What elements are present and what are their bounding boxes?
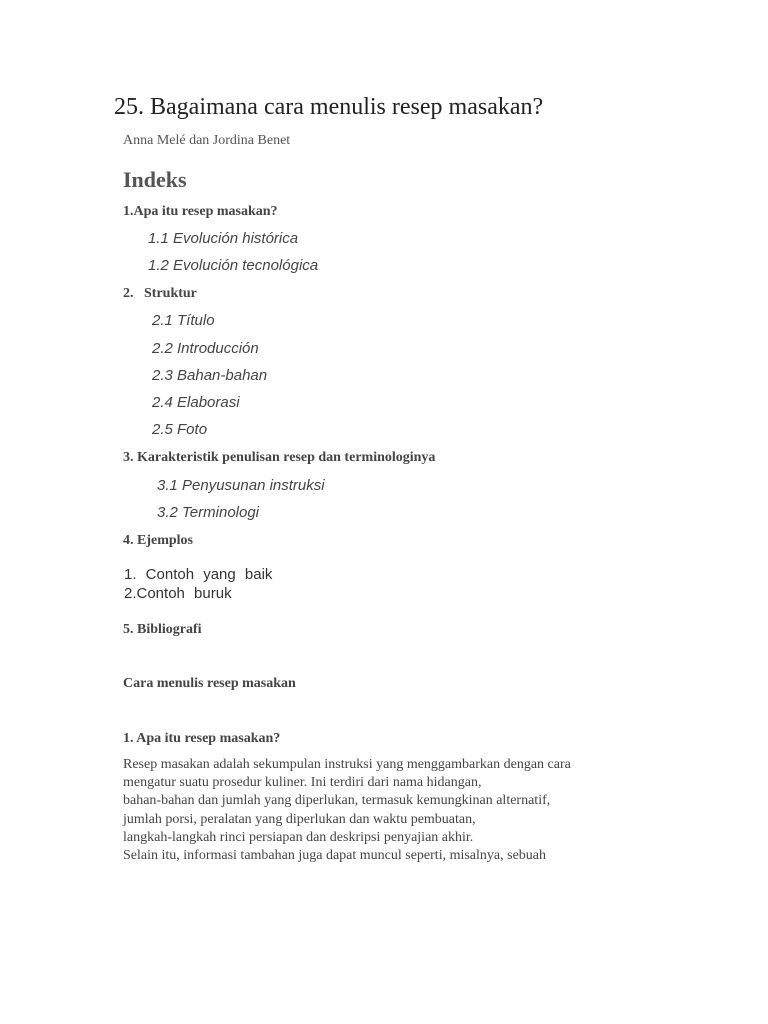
paragraph-line: Resep masakan adalah sekumpulan instruksi yang menggambarkan dengan cara xyxy=(123,757,571,772)
paragraph-line: bahan-bahan dan jumlah yang diperlukan, termasuk kemungkinan alternatif, xyxy=(123,793,551,809)
toc-section-2: 2. Struktur xyxy=(123,286,197,301)
toc-item-2-1: 2.1 Título xyxy=(152,312,215,329)
toc-section-4: 4. Ejemplos xyxy=(123,533,193,548)
toc-item-4-2: 2.Contoh buruk xyxy=(124,585,232,602)
paragraph-line: Selain itu, informasi tambahan juga dapat muncul seperti, misalnya, sebuah xyxy=(123,848,547,864)
toc-item-2-5: 2.5 Foto xyxy=(152,421,208,438)
toc-item-2-3: 2.3 Bahan-bahan xyxy=(152,367,268,384)
toc-section-5: 5. Bibliografi xyxy=(123,622,202,637)
paragraph-line: mengatur suatu prosedur kuliner. Ini terdiri dari nama hidangan, xyxy=(123,775,482,791)
section-1-heading: 1. Apa itu resep masakan? xyxy=(123,731,281,746)
toc-item-3-2: 3.2 Terminologi xyxy=(157,504,260,521)
toc-item-3-1: 3.1 Penyusunan instruksi xyxy=(157,477,325,494)
body-title: Cara menulis resep masakan xyxy=(123,676,296,691)
document-title: 25. Bagaimana cara menulis resep masakan? xyxy=(114,94,544,120)
toc-section-3: 3. Karakteristik penulisan resep dan terminologinya xyxy=(123,450,436,465)
section-1-paragraph xyxy=(123,756,571,865)
toc-item-2-2: 2.2 Introducción xyxy=(152,340,259,357)
paragraph-line: jumlah porsi, peralatan yang diperlukan dan waktu pembuatan, xyxy=(123,811,476,827)
toc-item-1-2: 1.2 Evolución tecnológica xyxy=(148,257,319,274)
toc-item-2-4: 2.4 Elaborasi xyxy=(152,394,240,411)
toc-item-1-1: 1.1 Evolución histórica xyxy=(148,230,299,247)
author-line: Anna Melé dan Jordina Benet xyxy=(123,133,291,148)
toc-item-4-1: 1. Contoh yang baik xyxy=(124,566,273,583)
paragraph-line: langkah-langkah rinci persiapan dan deskripsi penyajian akhir. xyxy=(123,829,474,845)
toc-section-1: 1.Apa itu resep masakan? xyxy=(123,204,278,219)
index-heading: Indeks xyxy=(123,167,187,192)
